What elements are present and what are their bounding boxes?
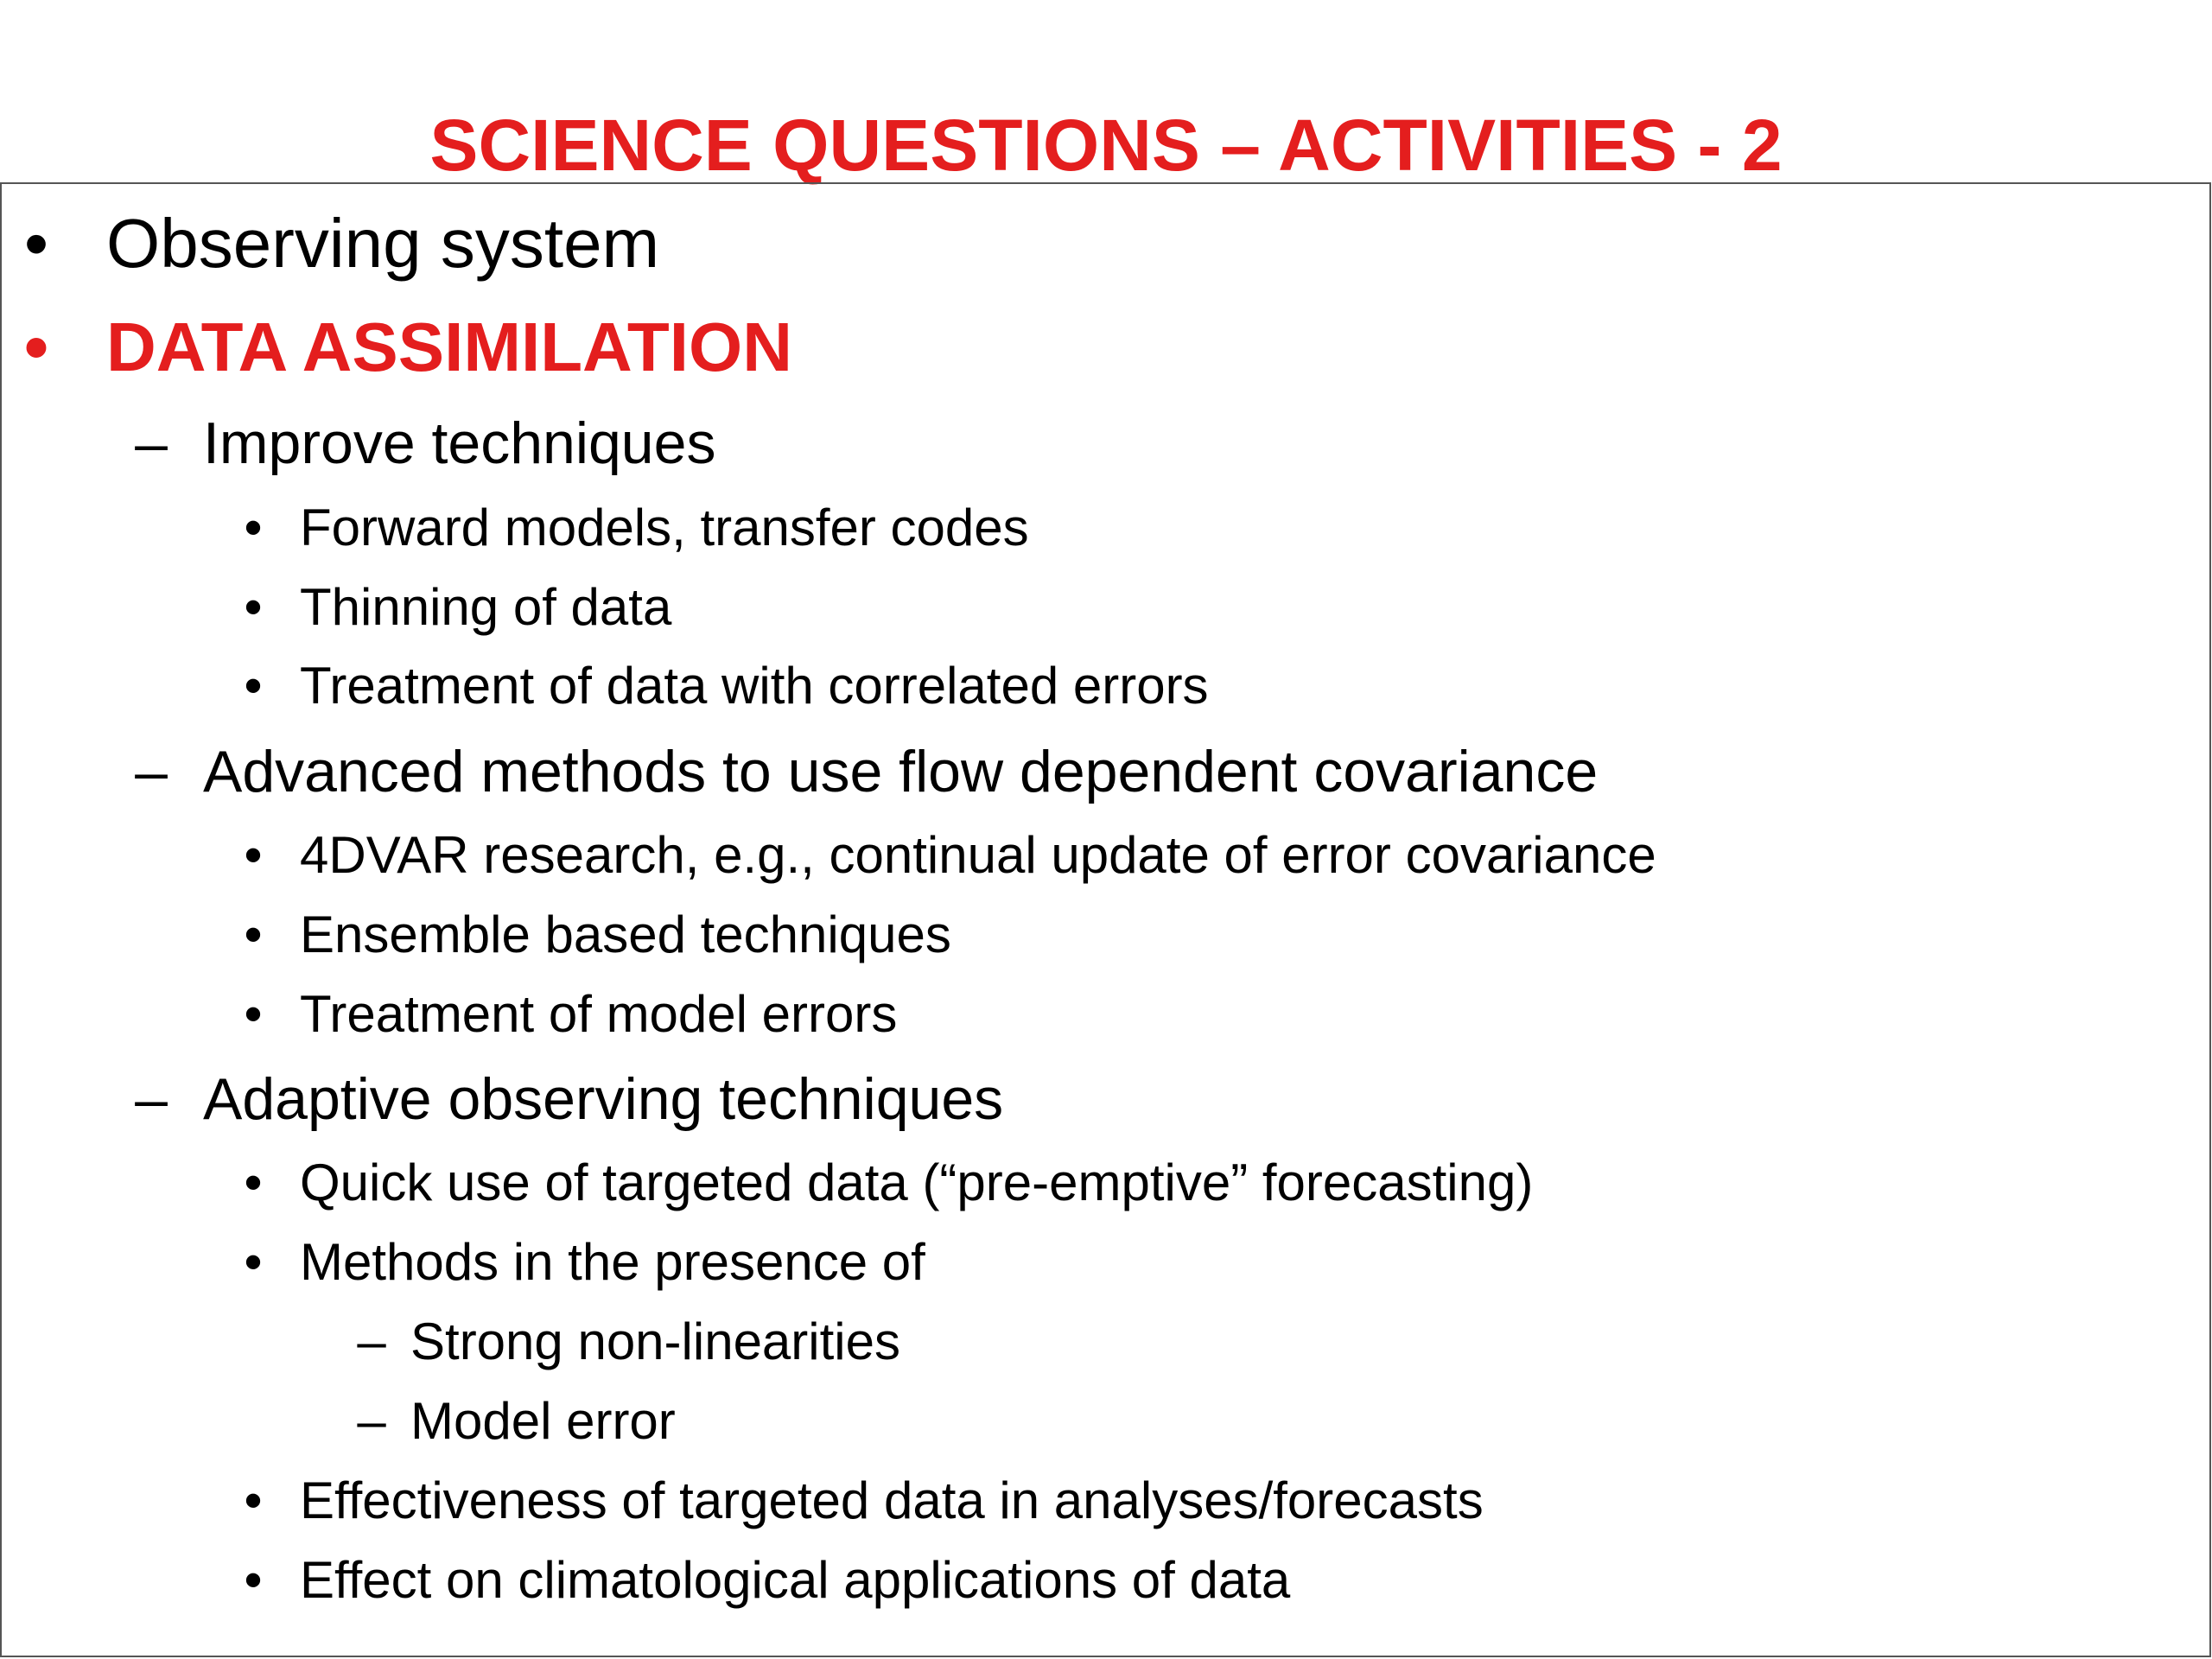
dash-marker: – — [135, 410, 168, 476]
list-item-text: Treatment of data with correlated errors — [300, 657, 1209, 715]
bullet-marker: • — [23, 308, 48, 385]
bullet-marker: • — [244, 657, 263, 715]
list-item-text: Effectiveness of targeted data in analyses/forecasts — [300, 1471, 1484, 1529]
sub-list-item-text: Strong non-linearities — [410, 1313, 900, 1370]
dash-marker: – — [357, 1313, 386, 1370]
bullet-marker: • — [244, 1154, 263, 1211]
subheading-text: Improve techniques — [203, 410, 716, 476]
subheading-text: Advanced methods to use flow dependent covariance — [203, 739, 1599, 804]
bullet-marker: • — [244, 1551, 263, 1609]
bullet-marker: • — [244, 1471, 263, 1529]
bullet-marker: • — [244, 826, 263, 884]
bullet-marker: • — [244, 1233, 263, 1291]
list-item-text: Forward models, transfer codes — [300, 499, 1029, 556]
bullet-marker: • — [23, 205, 48, 282]
list-item-text: Treatment of model errors — [300, 985, 898, 1043]
bullet-text: Observing system — [106, 205, 660, 282]
bullet-marker: • — [244, 578, 263, 636]
list-item-text: Thinning of data — [300, 578, 672, 636]
list-item-text: Methods in the presence of — [300, 1233, 925, 1291]
bullet-text: DATA ASSIMILATION — [106, 308, 792, 385]
dash-marker: – — [135, 739, 168, 804]
bullet-marker: • — [244, 985, 263, 1043]
list-item-text: Ensemble based techniques — [300, 906, 951, 963]
bullet-marker: • — [244, 499, 263, 556]
dash-marker: – — [135, 1066, 168, 1132]
sub-list-item-text: Model error — [410, 1392, 676, 1450]
slide-title: SCIENCE QUESTIONS – ACTIVITIES - 2 — [429, 105, 1783, 186]
subheading-text: Adaptive observing techniques — [203, 1066, 1004, 1132]
list-item-text: Effect on climatological applications of data — [300, 1551, 1291, 1609]
list-item-text: Quick use of targeted data (“pre-emptive” forecasting) — [300, 1154, 1534, 1211]
bullet-marker: • — [244, 906, 263, 963]
list-item-text: 4DVAR research, e.g., continual update of error covariance — [300, 826, 1656, 884]
dash-marker: – — [357, 1392, 386, 1450]
